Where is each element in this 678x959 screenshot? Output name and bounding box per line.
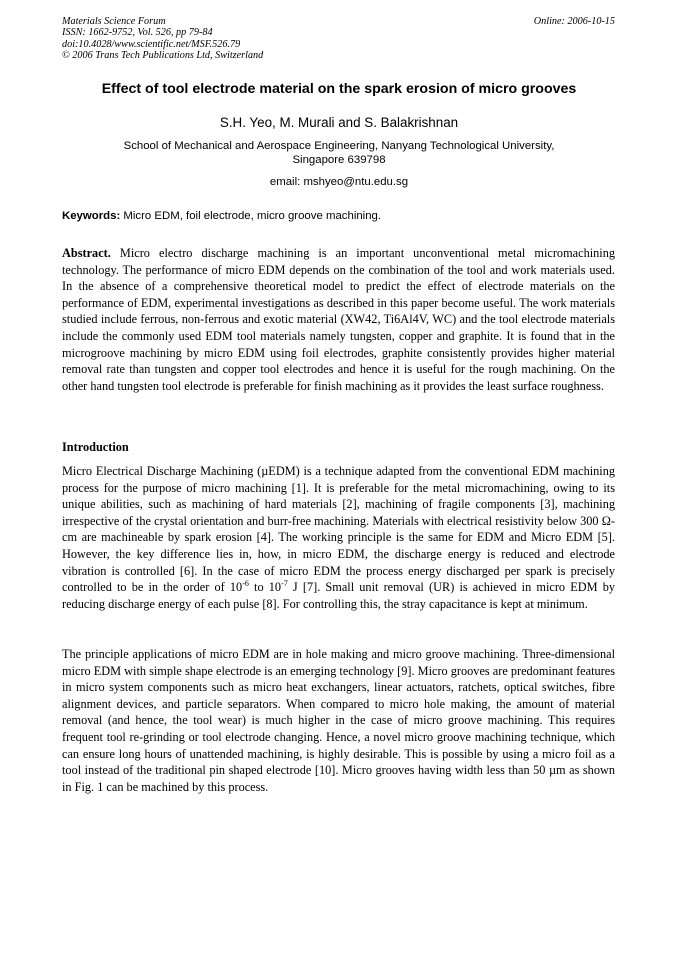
journal-header — [62, 16, 615, 62]
issn-line: ISSN: 1662-9752, Vol. 526, pp 79-84 — [62, 27, 213, 39]
introduction-heading: Introduction — [62, 440, 129, 454]
introduction-paragraph-1 — [62, 463, 615, 612]
copyright-line: © 2006 Trans Tech Publications Ltd, Switzerland — [62, 50, 264, 62]
author-email: email: mshyeo@ntu.edu.sg — [269, 176, 409, 188]
intro-p1-part-b: to 10 — [248, 580, 282, 595]
online-date: Online: 2006-10-15 — [533, 16, 615, 27]
affiliation-line-2: Singapore 639798 — [292, 154, 386, 166]
affiliation-line-1: School of Mechanical and Aerospace Engineering, Nanyang Technological University, — [123, 140, 555, 152]
keywords-text: Micro EDM, foil electrode, micro groove machining. — [120, 210, 382, 222]
paper-authors: S.H. Yeo, M. Murali and S. Balakrishnan — [219, 115, 459, 130]
abstract-text: Micro electro discharge machining is an important unconventional metal micromachining technology. The performance of micro EDM depends on the combination of the tool and work materials used. In the absence of a comprehensive theoretical model to predict the effect of electrode materials on the performance of EDM, experimental investigations as described in this paper become useful. The work materials studied include ferrous, non-ferrous and exotic material (XW42, Ti6Al4V, WC) and the tool electrode materials include the commonly used EDM tool materials namely tungsten, copper and graphite. It is found that in the microgroove machining by micro EDM using foil electrodes, graphite consistently provides higher material removal rate than tungsten and copper tool electrodes and hence it is useful for the rough machining. On the other hand tungsten tool electrode is preferable for finish machining as it provides the least surface roughness. — [62, 246, 615, 393]
affiliation — [90, 139, 588, 167]
exponent-1: -6 — [242, 579, 249, 589]
abstract — [62, 245, 615, 394]
introduction-paragraph-2: The principle applications of micro EDM are in hole making and micro groove machining. Three-dimensional micro EDM with simple shape electrode is an emerging technology [9]. Micro grooves are predominant features in micro system components such as micro heat exchangers, linear actuators, ratchets, optical switches, fibre alignment devices, and particle separators. When compared to micro hole making, the amount of material removal (and hence, the tool wear) is much higher in the case of micro groove machining. This requires frequent tool re-grinding or tool electrode changing. Hence, a novel micro groove machining technique, which can ensure long hours of unattended machining, is highly desirable. This is possible by using a micro foil as a tool instead of the traditional pin shaped electrode [10]. Micro grooves having width less than 50 µm as shown in Fig. 1 can be machined by this process. — [62, 647, 615, 794]
intro-p1-part-c: J [7]. Small unit removal (UR) is achieved in micro EDM by reducing discharge energy of each pulse [8]. For controlling this, the stray capacitance is kept at minimum. — [62, 580, 615, 611]
keywords-label: Keywords: — [62, 210, 121, 222]
doi-line: doi:10.4028/www.scientific.net/MSF.526.79 — [62, 38, 241, 50]
abstract-label: Abstract. — [62, 246, 111, 260]
journal-name: Materials Science Forum — [62, 16, 166, 27]
keywords — [62, 210, 615, 222]
intro-p1-part-a: Micro Electrical Discharge Machining (µEDM) is a technique adapted from the conventional EDM machining process for the purpose of micro machining [1]. It is preferable for the metal micromachining, owing to its unique abilities, such as machining of hard materials [2], machining of fragile components [3], machining irrespective of the crystal orientation and burr-free machining. Materials with electrical resistivity below 300 Ω-cm are machineable by spark erosion [4]. The working principle is the same for EDM and Micro EDM [5]. However, the key difference lies in, how, in micro EDM, the discharge energy is reduced and electrode vibration is controlled [6]. In the case of micro EDM the process energy discharged per spark is precisely controlled to be in the order of 10 — [62, 464, 615, 595]
paper-title: Effect of tool electrode material on the spark erosion of micro grooves — [101, 81, 577, 97]
exponent-2: -7 — [281, 579, 288, 589]
